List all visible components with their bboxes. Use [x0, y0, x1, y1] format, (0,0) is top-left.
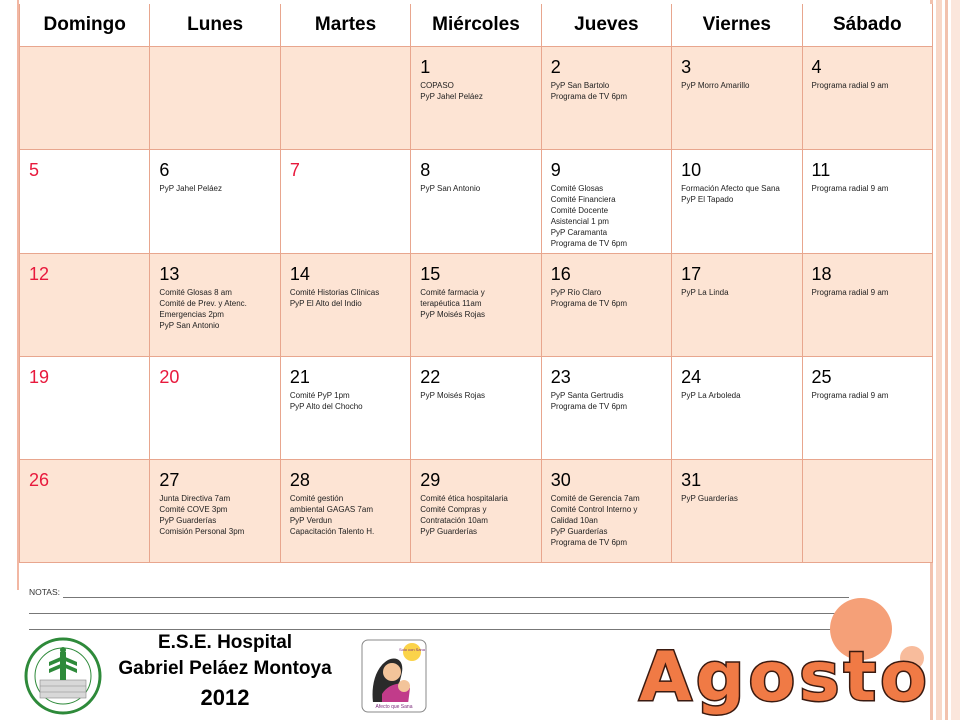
logo2-bottom-text: Afecto que Sana: [375, 704, 413, 710]
day-number: 27: [159, 470, 180, 490]
calendar-day-cell[interactable]: [150, 47, 280, 150]
day-events: Comité PyP 1pm PyP Alto del Chocho: [289, 391, 363, 411]
calendar-day-cell[interactable]: [411, 357, 541, 460]
day-number: 25: [811, 367, 832, 387]
day-events: PyP San Antonio: [420, 184, 481, 193]
day-number: 2: [550, 57, 561, 77]
calendar-day-cell[interactable]: [280, 150, 410, 254]
day-number: 29: [420, 470, 441, 490]
calendar-day-cell[interactable]: [541, 460, 671, 563]
day-events: PyP La Linda: [681, 288, 729, 297]
month-name: Agosto: [639, 638, 931, 717]
calendar-week-row: [20, 460, 933, 563]
calendar-day-cell[interactable]: [20, 254, 150, 357]
day-events: Comité Historias Clínicas PyP El Alto del Indio: [289, 288, 380, 308]
day-number: 26: [29, 470, 50, 490]
notes-line[interactable]: [29, 616, 849, 630]
day-number: 16: [550, 264, 571, 284]
calendar-day-cell[interactable]: [150, 254, 280, 357]
calendar-day-cell[interactable]: [411, 150, 541, 254]
calendar-day-cell[interactable]: [541, 254, 671, 357]
calendar-year: 2012: [200, 685, 250, 710]
day-number: 21: [289, 367, 310, 387]
calendar-day-cell[interactable]: [20, 460, 150, 563]
calendar-day-cell[interactable]: [280, 460, 410, 563]
calendar-week-row: [20, 357, 933, 460]
day-events: Programa radial 9 am: [811, 288, 889, 297]
day-events: Comité Glosas Comité Financiera Comité Docente Asistencial 1 pm PyP Caramanta Programa de TV 6pm: [550, 184, 628, 248]
day-events: PyP Morro Amarillo: [681, 81, 750, 90]
afecto-que-sana-logo-icon: [360, 638, 428, 714]
day-events: Comité gestión ambiental GAGAS 7am PyP Verdun Capacitación Talento H.: [289, 494, 375, 536]
calendar-day-cell[interactable]: [802, 150, 932, 254]
hospital-logo-icon: [22, 636, 104, 716]
weekday-header: Lunes: [150, 4, 280, 47]
calendar-day-cell[interactable]: [150, 150, 280, 254]
day-number: 11: [811, 160, 831, 180]
weekday-header: Viernes: [672, 4, 802, 47]
notes-section: [29, 584, 849, 632]
calendar-day-cell[interactable]: [672, 150, 802, 254]
left-margin: [0, 0, 18, 720]
calendar-day-cell[interactable]: [541, 150, 671, 254]
day-number: 23: [550, 367, 571, 387]
weekday-header-row: [20, 4, 933, 47]
calendar-day-cell[interactable]: [20, 357, 150, 460]
calendar-day-cell[interactable]: [20, 47, 150, 150]
day-number: 18: [811, 264, 832, 284]
day-events: Programa radial 9 am: [811, 184, 889, 193]
calendar-day-cell[interactable]: [150, 357, 280, 460]
day-number: 10: [681, 160, 702, 180]
day-number: 30: [550, 470, 571, 490]
day-events: Junta Directiva 7am Comité COVE 3pm PyP Guarderías Comisión Personal 3pm: [159, 494, 245, 536]
calendar-week-row: [20, 150, 933, 254]
day-number: 20: [159, 367, 180, 387]
day-events: Programa radial 9 am: [811, 391, 889, 400]
calendar-day-cell[interactable]: [672, 357, 802, 460]
logo2-top-text: Solo con Sana: [398, 647, 426, 652]
weekday-header: Miércoles: [411, 4, 541, 47]
calendar-day-cell[interactable]: [541, 47, 671, 150]
notes-line[interactable]: [29, 584, 849, 598]
day-number: 7: [289, 160, 300, 180]
day-number: 28: [289, 470, 310, 490]
calendar-day-cell[interactable]: [672, 254, 802, 357]
day-events: Comité ética hospitalaria Comité Compras y Contratación 10am PyP Guarderías: [420, 494, 508, 536]
day-number: 13: [159, 264, 180, 284]
calendar-day-cell[interactable]: [541, 357, 671, 460]
calendar-day-cell[interactable]: [802, 357, 932, 460]
day-number: 19: [29, 367, 50, 387]
calendar-day-cell[interactable]: [802, 254, 932, 357]
day-events: PyP Jahel Peláez: [159, 184, 222, 193]
calendar-day-cell[interactable]: [280, 357, 410, 460]
calendar-day-cell[interactable]: [411, 460, 541, 563]
calendar-week-row: [20, 47, 933, 150]
calendar-day-cell[interactable]: [280, 254, 410, 357]
day-events: COPASO PyP Jahel Peláez: [420, 81, 483, 101]
weekday-header: Sábado: [802, 4, 932, 47]
calendar-day-cell[interactable]: [672, 460, 802, 563]
day-number: 24: [681, 367, 702, 387]
day-events: Comité Glosas 8 am Comité de Prev. y Atenc. Emergencias 2pm PyP San Antonio: [159, 288, 247, 330]
day-number: 12: [29, 264, 50, 284]
hospital-name-line1: E.S.E. Hospital: [157, 632, 293, 653]
calendar-day-cell[interactable]: [150, 460, 280, 563]
day-number: 5: [29, 160, 40, 180]
day-events: PyP San Bartolo Programa de TV 6pm: [550, 81, 628, 101]
weekday-header: Martes: [280, 4, 410, 47]
calendar-day-cell[interactable]: [411, 47, 541, 150]
day-number: 22: [420, 367, 441, 387]
calendar-week-row: [20, 254, 933, 357]
hospital-name-block: [100, 630, 350, 714]
weekday-header: Jueves: [541, 4, 671, 47]
day-number: 31: [681, 470, 702, 490]
calendar-table: [19, 4, 933, 563]
day-number: 4: [811, 57, 822, 77]
day-number: 6: [159, 160, 170, 180]
day-events: PyP Guarderías: [681, 494, 738, 503]
day-number: 1: [420, 57, 431, 77]
right-decorative-bars: [930, 0, 960, 720]
calendar-day-cell[interactable]: [20, 150, 150, 254]
hospital-name-line2: Gabriel Peláez Montoya: [118, 658, 332, 679]
day-number: 8: [420, 160, 431, 180]
day-events: PyP Río Claro Programa de TV 6pm: [550, 288, 628, 308]
weekday-header: Domingo: [20, 4, 150, 47]
calendar-day-cell[interactable]: [672, 47, 802, 150]
day-events: Comité de Gerencia 7am Comité Control Interno y Calidad 10an PyP Guarderías Programa de TV 6pm: [550, 494, 640, 547]
calendar-day-cell[interactable]: [802, 47, 932, 150]
day-number: 3: [681, 57, 692, 77]
day-events: Formación Afecto que Sana PyP El Tapado: [681, 184, 780, 204]
day-number: 14: [289, 264, 310, 284]
day-events: Programa radial 9 am: [811, 81, 889, 90]
notes-label: NOTAS:: [29, 584, 63, 600]
calendar-day-cell[interactable]: [280, 47, 410, 150]
day-events: PyP Santa Gertrudis Programa de TV 6pm: [550, 391, 628, 411]
day-number: 17: [681, 264, 702, 284]
calendar-day-cell[interactable]: [802, 460, 932, 563]
day-events: Comité farmacia y terapéutica 11am PyP Moisés Rojas: [420, 288, 486, 319]
notes-line[interactable]: [29, 600, 849, 614]
day-events: PyP Moisés Rojas: [420, 391, 486, 400]
day-number: 9: [550, 160, 561, 180]
month-title: [639, 630, 931, 717]
day-events: PyP La Arboleda: [681, 391, 741, 400]
day-number: 15: [420, 264, 441, 284]
calendar-day-cell[interactable]: [411, 254, 541, 357]
